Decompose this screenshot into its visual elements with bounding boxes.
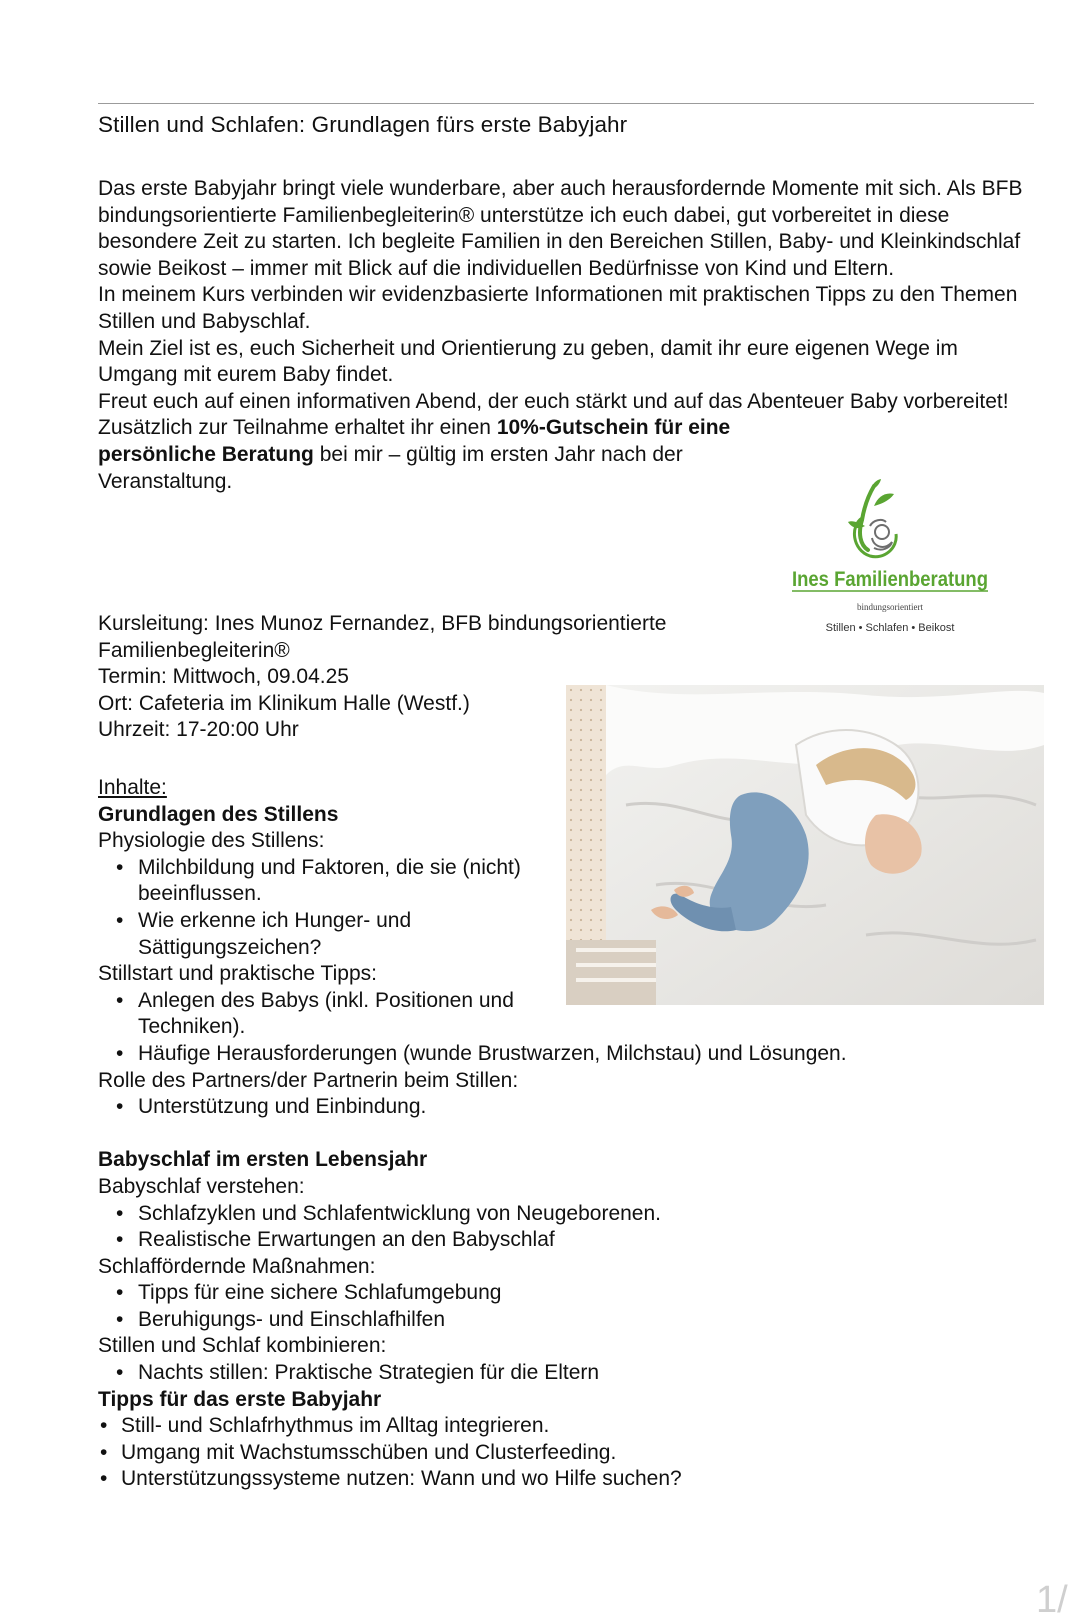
logo-tagline: bindungsorientiert (857, 602, 923, 612)
intro-paragraph: Das erste Babyjahr bringt viele wunderbare, aber auch herausfordernde Momente mit sich. Als BFB bindungsorientierte Familienbegleiterin® unterstütze ich euch dabei, gut vorbereitet in diese besondere Zeit zu starten. Ich begleite Familien in den Bereichen Stillen, Baby- und Kleinkindschlaf sowie Beikost – immer mit Blick auf die individuellen Bedürfnisse von Kind und Eltern. (98, 177, 1023, 280)
list-item: • Realistische Erwartungen an den Babyschlaf (98, 1227, 1038, 1254)
subsection-title: Rolle des Partners/der Partnerin beim Stillen: (98, 1068, 519, 1092)
intro-paragraph: Mein Ziel ist es, euch Sicherheit und Orientierung zu geben, damit ihr eure eigenen Wege im Umgang mit eurem Baby findet. (98, 336, 958, 387)
list-item: • Milchbildung und Faktoren, die sie (nicht) beeinflussen. (98, 855, 558, 908)
intro-paragraph: Freut euch auf einen informativen Abend, der euch stärkt und auf das Abenteuer Baby vorbereitet! (98, 389, 1009, 413)
section-title: Babyschlaf im ersten Lebensjahr (98, 1148, 428, 1172)
list-item: • Unterstützungssysteme nutzen: Wann und wo Hilfe suchen? (98, 1466, 1038, 1493)
logo (778, 478, 998, 638)
logo-services: Stillen • Schlafen • Beikost (825, 622, 955, 634)
list-item: • Häufige Herausforderungen (wunde Brustwarzen, Milchstau) und Lösungen. (98, 1041, 1038, 1068)
list-item: • Still- und Schlafrhythmus im Alltag integrieren. (98, 1413, 1038, 1440)
list-item: • Schlafzyklen und Schlafentwicklung von Neugeborenen. (98, 1201, 1038, 1228)
course-location: Ort: Cafeteria im Klinikum Halle (Westf.) (98, 691, 470, 715)
subsection-title: Stillen und Schlaf kombinieren: (98, 1334, 387, 1358)
course-date: Termin: Mittwoch, 09.04.25 (98, 665, 349, 689)
section-title: Grundlagen des Stillens (98, 802, 339, 826)
intro-section (98, 176, 1038, 495)
page-number: 1/ (1036, 1579, 1068, 1621)
section-title: Tipps für das erste Babyjahr (98, 1387, 382, 1411)
list-item: • Unterstützung und Einbindung. (98, 1094, 1038, 1121)
intro-paragraph: In meinem Kurs verbinden wir evidenzbasierte Informationen mit praktischen Tipps zu den Themen Stillen und Babyschlaf. (98, 283, 1018, 333)
list-item: • Beruhigungs- und Einschlafhilfen (98, 1307, 1038, 1334)
bullet-list (98, 1360, 1038, 1387)
bullet-list (98, 855, 1038, 961)
course-contents (98, 775, 1038, 1493)
bullet-list (98, 1094, 1038, 1121)
voucher-highlight: 10%-Gutschein für eine persönliche Beratung (98, 416, 731, 466)
course-leader: Kursleitung: Ines Munoz Fernandez, BFB bindungsorientierte Familienbegleiterin® (98, 612, 667, 662)
bullet-list (98, 1201, 1038, 1254)
list-item: • Wie erkenne ich Hunger- und Sättigungszeichen? (98, 908, 558, 961)
list-item: • Anlegen des Babys (inkl. Positionen und Techniken). (98, 988, 558, 1041)
bullet-list (98, 1413, 1038, 1493)
document-title: Stillen und Schlafen: Grundlagen fürs erste Babyjahr (98, 112, 628, 137)
logo-wordmark: Ines Familienberatung (792, 568, 988, 591)
voucher-paragraph (98, 415, 758, 495)
list-item: • Nachts stillen: Praktische Strategien für die Eltern (98, 1360, 1038, 1387)
subsection-title: Stillstart und praktische Tipps: (98, 962, 377, 986)
contents-heading: Inhalte: (98, 776, 167, 799)
header-rule (98, 103, 1034, 104)
voucher-text: bei mir – gültig im ersten Jahr nach der Veranstaltung. (98, 442, 683, 493)
list-item: • Umgang mit Wachstumsschüben und Clusterfeeding. (98, 1440, 1038, 1467)
bullet-list (98, 1280, 1038, 1333)
subsection-title: Physiologie des Stillens: (98, 829, 325, 853)
logo-emblem-icon (778, 478, 998, 638)
voucher-text: Zusätzlich zur Teilnahme erhaltet ihr einen (98, 416, 497, 440)
subsection-title: Babyschlaf verstehen: (98, 1174, 305, 1198)
list-item: • Tipps für eine sichere Schlafumgebung (98, 1280, 1038, 1307)
subsection-title: Schlaffördernde Maßnahmen: (98, 1254, 376, 1278)
course-time: Uhrzeit: 17-20:00 Uhr (98, 718, 299, 742)
bullet-list (98, 988, 1038, 1068)
